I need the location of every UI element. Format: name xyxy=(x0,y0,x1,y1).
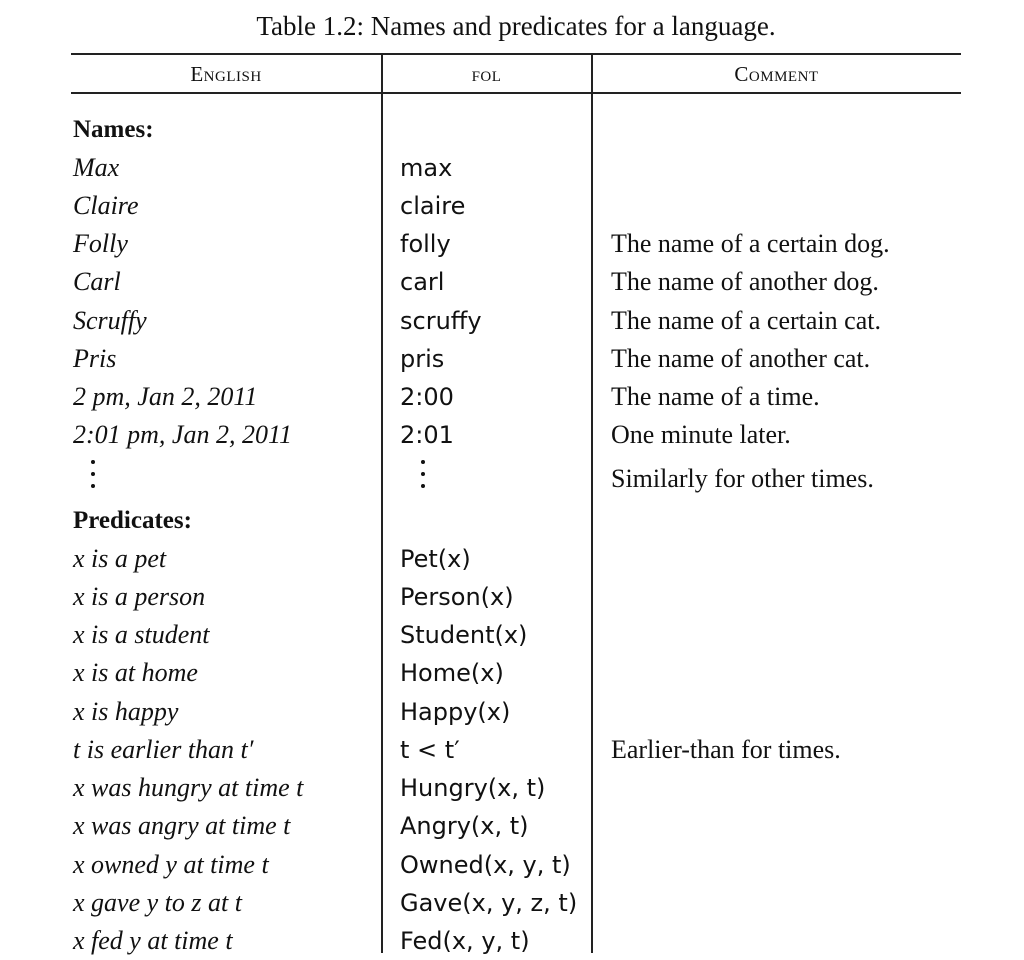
english-cell: x is a student xyxy=(73,620,210,649)
table-row xyxy=(0,693,1024,731)
ellipsis-row xyxy=(0,460,1024,498)
table-row xyxy=(0,540,1024,578)
table-row xyxy=(0,807,1024,845)
comment-cell: The name of a time. xyxy=(611,382,820,411)
english-cell: Folly xyxy=(73,229,128,258)
table-row xyxy=(0,654,1024,692)
english-cell: x is happy xyxy=(73,697,179,726)
fol-cell: Happy(x) xyxy=(400,698,511,726)
fol-cell: 2:00 xyxy=(400,383,454,411)
english-cell: x is a pet xyxy=(73,544,167,573)
comment-cell: The name of a certain cat. xyxy=(611,306,881,335)
fol-cell: Angry(x, t) xyxy=(400,812,529,840)
comment-cell: Similarly for other times. xyxy=(611,464,874,493)
fol-cell: max xyxy=(400,154,453,182)
table-row xyxy=(0,616,1024,654)
table-row xyxy=(0,922,1024,960)
english-cell: t is earlier than t′ xyxy=(73,735,254,764)
header-fol: fol xyxy=(471,62,502,86)
table-row xyxy=(0,378,1024,416)
table-row xyxy=(0,578,1024,616)
predicates-section-title: Predicates: xyxy=(73,507,192,534)
table-row xyxy=(0,263,1024,301)
fol-cell: claire xyxy=(400,192,466,220)
table-row xyxy=(0,884,1024,922)
fol-cell: scruffy xyxy=(400,307,482,335)
english-cell: x owned y at time t xyxy=(73,850,269,879)
english-cell: x gave y to z at t xyxy=(73,888,242,917)
english-cell: x is at home xyxy=(73,658,198,687)
table-row xyxy=(0,302,1024,340)
fol-cell: Owned(x, y, t) xyxy=(400,851,571,879)
english-cell: x was hungry at time t xyxy=(73,773,304,802)
header-english: English xyxy=(190,62,262,86)
fol-cell: 2:01 xyxy=(400,421,454,449)
table-row xyxy=(0,416,1024,454)
fol-cell: Fed(x, y, t) xyxy=(400,927,530,955)
names-section-title: Names: xyxy=(73,116,154,143)
english-cell: Max xyxy=(73,153,120,182)
fol-cell: folly xyxy=(400,230,451,258)
fol-cell: Hungry(x, t) xyxy=(400,774,546,802)
comment-cell: One minute later. xyxy=(611,420,791,449)
english-cell: 2:01 pm, Jan 2, 2011 xyxy=(73,420,293,449)
comment-cell: Earlier-than for times. xyxy=(611,735,841,764)
english-cell: x was angry at time t xyxy=(73,811,291,840)
table-row xyxy=(0,769,1024,807)
table-row xyxy=(0,187,1024,225)
fol-cell: t < t′ xyxy=(400,736,460,764)
fol-cell: Pet(x) xyxy=(400,545,471,573)
fol-cell: Student(x) xyxy=(400,621,528,649)
table-row xyxy=(0,846,1024,884)
fol-cell: Gave(x, y, z, t) xyxy=(400,889,578,917)
table-row xyxy=(0,149,1024,187)
english-cell: Carl xyxy=(73,267,121,296)
english-cell: Scruffy xyxy=(73,306,147,335)
english-cell: Claire xyxy=(73,191,139,220)
english-cell: Pris xyxy=(73,344,117,373)
english-cell: 2 pm, Jan 2, 2011 xyxy=(73,382,258,411)
table-row xyxy=(0,731,1024,769)
english-cell: x fed y at time t xyxy=(73,926,233,955)
table-caption: Table 1.2: Names and predicates for a language. xyxy=(256,11,776,41)
table-row xyxy=(0,225,1024,263)
comment-cell: The name of another cat. xyxy=(611,344,871,373)
fol-cell: carl xyxy=(400,268,445,296)
english-cell: x is a person xyxy=(73,582,206,611)
header-comment: Comment xyxy=(734,62,819,86)
table-row xyxy=(0,340,1024,378)
comment-cell: The name of another dog. xyxy=(611,267,879,296)
comment-cell: The name of a certain dog. xyxy=(611,229,890,258)
fol-cell: Person(x) xyxy=(400,583,514,611)
fol-cell: Home(x) xyxy=(400,659,504,687)
fol-cell: pris xyxy=(400,345,445,373)
